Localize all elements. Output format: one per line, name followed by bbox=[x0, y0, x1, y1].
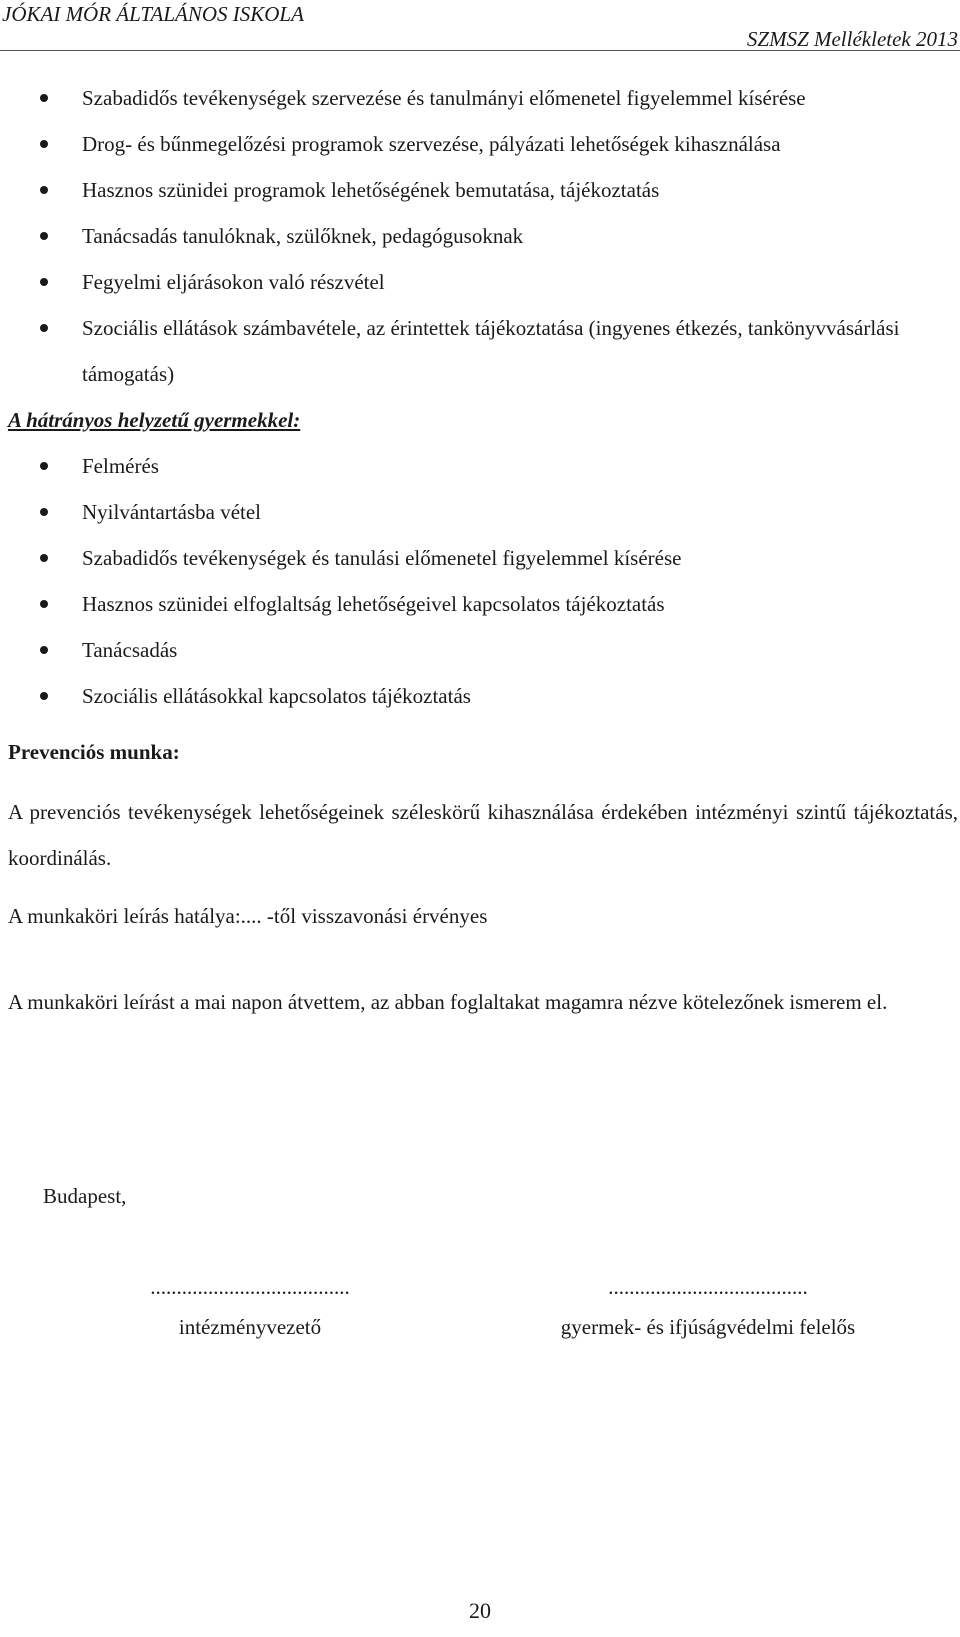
signature-role: intézményvezető bbox=[178, 1315, 322, 1339]
list-item: Drog- és bűnmegelőzési programok szervezése, pályázati lehetőségek kihasználása bbox=[8, 121, 958, 167]
bullet-icon bbox=[40, 600, 48, 608]
prevention-section-title: Prevenciós munka: bbox=[8, 740, 180, 764]
duties-list bbox=[8, 75, 958, 397]
bullet-icon bbox=[40, 186, 48, 194]
page-number: 20 bbox=[469, 1598, 491, 1623]
header-document-title: SZMSZ Mellékletek 2013 bbox=[746, 27, 958, 51]
list-item: Fegyelmi eljárásokon való részvétel bbox=[8, 259, 958, 305]
bullet-icon bbox=[40, 140, 48, 148]
signature-line: ...................................... bbox=[608, 1275, 808, 1299]
list-item: Hasznos szünidei programok lehetőségének bemutatása, tájékoztatás bbox=[8, 167, 958, 213]
prevention-paragraph: A prevenciós tevékenységek lehetőségeinek széleskörű kihasználása érdekében intézményi szintű tájékoztatás, koordinálás. bbox=[8, 800, 958, 870]
bullet-icon bbox=[40, 94, 48, 102]
page-header bbox=[0, 0, 960, 51]
bullet-icon bbox=[40, 692, 48, 700]
list-item: Felmérés bbox=[8, 443, 958, 489]
list-item: Szociális ellátások számbavétele, az érintettek tájékoztatása (ingyenes étkezés, tankönyvvásárlási támogatás) bbox=[8, 305, 958, 397]
signature-child-protection bbox=[528, 1267, 888, 1347]
list-item: Tanácsadás bbox=[8, 627, 958, 673]
acknowledgement-paragraph: A munkaköri leírást a mai napon átvettem, az abban foglaltakat magamra nézve kötelezőnek ismerem el. bbox=[8, 990, 888, 1014]
bullet-icon bbox=[40, 232, 48, 240]
bullet-icon bbox=[40, 554, 48, 562]
bullet-icon bbox=[40, 278, 48, 286]
list-item: Tanácsadás tanulóknak, szülőknek, pedagógusoknak bbox=[8, 213, 958, 259]
list-item: Szociális ellátásokkal kapcsolatos tájékoztatás bbox=[8, 673, 958, 719]
header-school-name: JÓKAI MÓR ÁLTALÁNOS ISKOLA bbox=[2, 2, 304, 26]
disadvantaged-list bbox=[8, 443, 958, 719]
signature-principal bbox=[130, 1267, 370, 1347]
bullet-icon bbox=[40, 646, 48, 654]
bullet-icon bbox=[40, 508, 48, 516]
signature-role: gyermek- és ifjúságvédelmi felelős bbox=[560, 1315, 856, 1339]
list-item: Nyilvántartásba vétel bbox=[8, 489, 958, 535]
document-body bbox=[8, 75, 958, 1025]
validity-statement: A munkaköri leírás hatálya:.... -től visszavonási érvényes bbox=[8, 904, 488, 928]
signature-line: ...................................... bbox=[150, 1275, 350, 1299]
bullet-icon bbox=[40, 462, 48, 470]
list-item: Szabadidős tevékenységek és tanulási előmenetel figyelemmel kísérése bbox=[8, 535, 958, 581]
disadvantaged-section-title: A hátrányos helyzetű gyermekkel: bbox=[8, 408, 301, 432]
place-label: Budapest, bbox=[43, 1184, 127, 1208]
bullet-icon bbox=[40, 324, 48, 332]
list-item: Szabadidős tevékenységek szervezése és tanulmányi előmenetel figyelemmel kísérése bbox=[8, 75, 958, 121]
list-item: Hasznos szünidei elfoglaltság lehetőségeivel kapcsolatos tájékoztatás bbox=[8, 581, 958, 627]
